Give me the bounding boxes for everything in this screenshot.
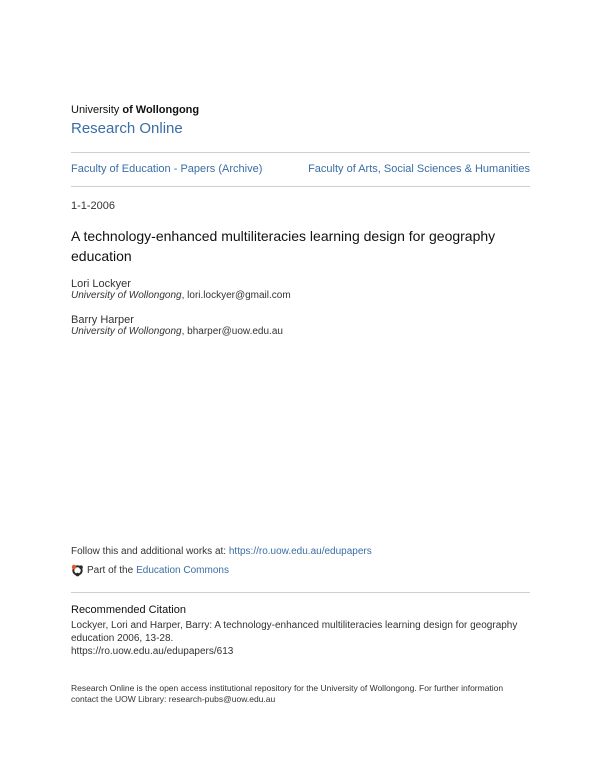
network-commons-icon (71, 564, 84, 577)
follow-text: Follow this and additional works at: (71, 546, 229, 557)
follow-url-link[interactable]: https://ro.uow.edu.au/edupapers (228, 546, 372, 557)
citation-url[interactable]: https://ro.uow.edu.au/edupapers/613 (71, 646, 234, 657)
repository-title[interactable]: Research Online (71, 120, 183, 137)
citation-block (71, 619, 531, 658)
collection-link-arts[interactable]: Faculty of Arts, Social Sciences & Humanities (308, 163, 530, 175)
author-email: , lori.lockyer@gmail.com (181, 290, 291, 301)
author-email: , bharper@uow.edu.au (181, 326, 283, 337)
follow-works (71, 546, 372, 557)
paper-title: A technology-enhanced multiliteracies learning design for geography education (71, 228, 496, 264)
author-affiliation (71, 290, 291, 301)
author-block (71, 278, 291, 301)
university-bold: of Wollongong (122, 104, 200, 116)
part-of-prefix: Part of the (87, 565, 134, 576)
divider-collections (71, 186, 530, 187)
footer-notice (71, 683, 531, 705)
part-of-commons (71, 564, 229, 577)
divider-citation (71, 592, 530, 593)
university-name (71, 104, 199, 116)
affiliation-name: University of Wollongong (71, 326, 182, 337)
divider-top (71, 152, 530, 153)
citation-heading: Recommended Citation (71, 604, 186, 616)
publication-date: 1-1-2006 (71, 200, 116, 212)
university-prefix: University (71, 104, 123, 116)
author-affiliation (71, 326, 283, 337)
author-name: Barry Harper (71, 314, 134, 326)
footer-line-1: Research Online is the open access institutional repository for the University of Wollongong. For further information (71, 683, 504, 693)
collection-link-education[interactable]: Faculty of Education - Papers (Archive) (71, 163, 263, 175)
author-name: Lori Lockyer (71, 278, 131, 290)
author-block (71, 314, 283, 337)
education-commons-link[interactable]: Education Commons (136, 565, 229, 576)
affiliation-name: University of Wollongong (71, 290, 182, 301)
footer-line-2: contact the UOW Library: research-pubs@uow.edu.au (71, 694, 276, 704)
citation-text: Lockyer, Lori and Harper, Barry: A technology-enhanced multiliteracies learning design for geography education 2006, 13-28. (71, 620, 518, 644)
